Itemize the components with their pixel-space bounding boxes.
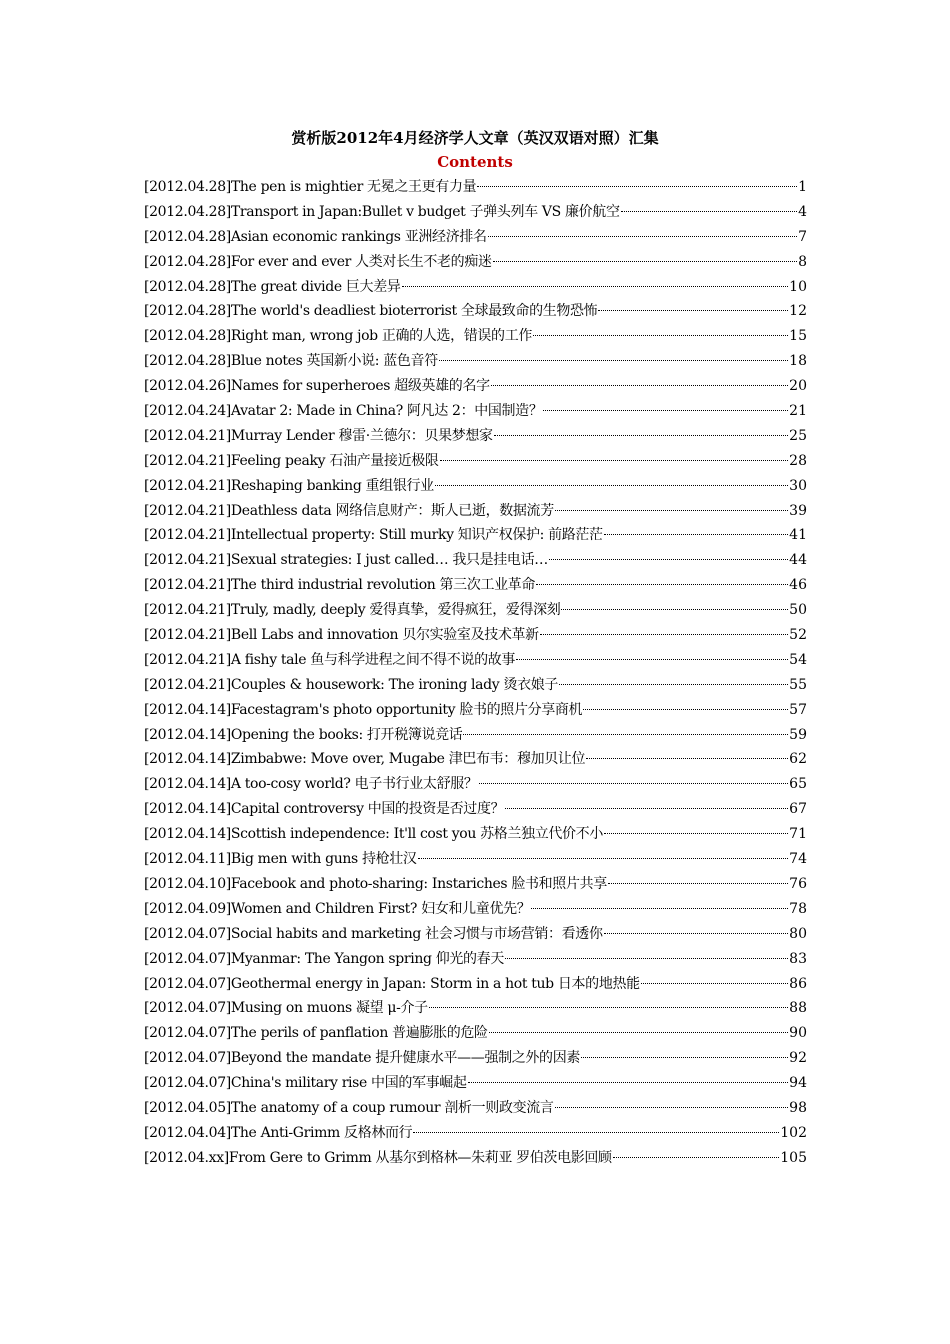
toc-page-number: 98 <box>789 1099 807 1116</box>
toc-entry-title: [2012.04.07]Beyond the mandate 提升健康水平——强制之外的因素 <box>144 1050 581 1067</box>
toc-entry-title: [2012.04.21]Reshaping banking 重组银行业 <box>144 477 434 494</box>
toc-entry[interactable] <box>144 325 807 350</box>
toc-entry[interactable] <box>144 674 807 699</box>
toc-page-number: 76 <box>789 875 807 892</box>
toc-entry-title: [2012.04.14]Facestagram's photo opportunity 脸书的照片分享商机 <box>144 701 583 718</box>
toc-entry-title: [2012.04.28]For ever and ever 人类对长生不老的痴迷 <box>144 253 492 270</box>
toc-page-number: 44 <box>789 552 807 569</box>
toc-dot-leader <box>488 236 797 237</box>
toc-entry[interactable] <box>144 549 807 574</box>
toc-entry-title: [2012.04.07]Geothermal energy in Japan: Storm in a hot tub 日本的地热能 <box>144 975 640 992</box>
toc-page-number: 28 <box>789 452 807 469</box>
toc-page-number: 74 <box>789 851 807 868</box>
toc-entry-title: [2012.04.04]The Anti-Grimm 反格林而行 <box>144 1124 413 1141</box>
toc-dot-leader <box>435 485 788 486</box>
toc-entry[interactable] <box>144 923 807 948</box>
toc-dot-leader <box>402 286 789 287</box>
toc-entry[interactable] <box>144 848 807 873</box>
toc-entry-title: [2012.04.14]Capital controversy 中国的投资是否过度？ <box>144 801 505 818</box>
toc-dot-leader <box>559 684 788 685</box>
toc-dot-leader <box>505 808 788 809</box>
toc-page-number: 20 <box>789 378 807 395</box>
toc-entry[interactable] <box>144 699 807 724</box>
toc-entry[interactable] <box>144 1047 807 1072</box>
toc-dot-leader <box>477 186 797 187</box>
toc-entry[interactable] <box>144 1122 807 1147</box>
toc-entry[interactable] <box>144 574 807 599</box>
toc-page-number: 7 <box>798 228 807 245</box>
toc-entry-title: [2012.04.14]Opening the books: 打开税簿说竞话 <box>144 726 463 743</box>
toc-dot-leader <box>505 958 788 959</box>
toc-page-number: 18 <box>789 353 807 370</box>
toc-page-number: 57 <box>789 701 807 718</box>
toc-entry[interactable] <box>144 450 807 475</box>
toc-dot-leader <box>439 360 788 361</box>
toc-dot-leader <box>555 510 788 511</box>
toc-entry-title: [2012.04.05]The anatomy of a coup rumour 剖析一则政变流言 <box>144 1099 554 1116</box>
toc-page-number: 92 <box>789 1050 807 1067</box>
toc-page-number: 12 <box>789 303 807 320</box>
toc-entry[interactable] <box>144 226 807 251</box>
toc-entry[interactable] <box>144 1072 807 1097</box>
toc-entry[interactable] <box>144 201 807 226</box>
toc-page-number: 41 <box>789 527 807 544</box>
toc-dot-leader <box>543 410 788 411</box>
toc-entry[interactable] <box>144 973 807 998</box>
toc-entry-title: [2012.04.07]China's military rise 中国的军事崛起 <box>144 1075 467 1092</box>
toc-page-number: 102 <box>780 1124 807 1141</box>
toc-page-number: 78 <box>789 900 807 917</box>
toc-entry-title: [2012.04.11]Big men with guns 持枪壮汉 <box>144 851 417 868</box>
toc-dot-leader <box>598 310 788 311</box>
toc-page-number: 39 <box>789 502 807 519</box>
toc-entry[interactable] <box>144 873 807 898</box>
toc-entry[interactable] <box>144 773 807 798</box>
toc-entry[interactable] <box>144 375 807 400</box>
toc-entry-title: [2012.04.28]The great divide 巨大差异 <box>144 278 401 295</box>
toc-page-number: 4 <box>798 203 807 220</box>
toc-entry[interactable] <box>144 724 807 749</box>
toc-entry[interactable] <box>144 1097 807 1122</box>
toc-page-number: 15 <box>789 328 807 345</box>
toc-page-number: 80 <box>789 925 807 942</box>
toc-page-number: 105 <box>780 1149 807 1166</box>
toc-entry-title: [2012.04.21]Deathless data 网络信息财产：斯人已逝，数据流芳 <box>144 502 554 519</box>
toc-entry-title: [2012.04.28]Blue notes 英国新小说: 蓝色音符 <box>144 353 438 370</box>
toc-dot-leader <box>604 534 788 535</box>
toc-dot-leader <box>440 460 789 461</box>
toc-entry-title: [2012.04.10]Facebook and photo-sharing: Instariches 脸书和照片共享 <box>144 875 607 892</box>
toc-entry-title: [2012.04.21]Truly, madly, deeply 爱得真挚，爱得疯狂，爱得深刻 <box>144 602 561 619</box>
toc-dot-leader <box>494 435 789 436</box>
toc-entry-title: [2012.04.28]Asian economic rankings 亚洲经济排名 <box>144 228 487 245</box>
toc-entry[interactable] <box>144 276 807 301</box>
toc-entry-title: [2012.04.09]Women and Children First? 妇女和儿童优先？ <box>144 900 531 917</box>
toc-page-number: 10 <box>789 278 807 295</box>
toc-entry[interactable] <box>144 251 807 276</box>
toc-entry[interactable] <box>144 500 807 525</box>
toc-entry-title: [2012.04.24]Avatar 2: Made in China? 阿凡达 2：中国制造？ <box>144 403 543 420</box>
toc-entry[interactable] <box>144 798 807 823</box>
toc-entry[interactable] <box>144 624 807 649</box>
toc-page-number: 30 <box>789 477 807 494</box>
toc-page-number: 21 <box>789 403 807 420</box>
toc-entry-title: [2012.04.07]Myanmar: The Yangon spring 仰光的春天 <box>144 950 504 967</box>
toc-entry[interactable] <box>144 1147 807 1172</box>
contents-heading: Contents <box>437 153 513 171</box>
toc-dot-leader <box>533 335 788 336</box>
toc-dot-leader <box>516 659 788 660</box>
toc-dot-leader <box>429 1007 788 1008</box>
toc-dot-leader <box>493 261 797 262</box>
toc-dot-leader <box>608 883 788 884</box>
toc-entry[interactable] <box>144 997 807 1022</box>
toc-dot-leader <box>604 933 789 934</box>
toc-entry-title: [2012.04.21]Sexual strategies: I just called… 我只是挂电话… <box>144 552 548 569</box>
toc-entry[interactable] <box>144 1022 807 1047</box>
toc-entry-title: [2012.04.14]A too-cosy world? 电子书行业太舒服？ <box>144 776 478 793</box>
toc-entry[interactable] <box>144 898 807 923</box>
toc-entry[interactable] <box>144 524 807 549</box>
toc-page-number: 67 <box>789 801 807 818</box>
table-of-contents <box>144 176 807 1172</box>
toc-page-number: 71 <box>789 826 807 843</box>
toc-page-number: 94 <box>789 1075 807 1092</box>
toc-dot-leader <box>536 584 788 585</box>
toc-entry-title: [2012.04.21]Feeling peaky 石油产量接近极限 <box>144 452 439 469</box>
toc-entry[interactable] <box>144 350 807 375</box>
toc-entry[interactable] <box>144 823 807 848</box>
toc-entry-title: [2012.04.14]Zimbabwe: Move over, Mugabe 津巴布韦：穆加贝让位 <box>144 751 586 768</box>
toc-page-number: 59 <box>789 726 807 743</box>
toc-entry[interactable] <box>144 475 807 500</box>
toc-entry-title: [2012.04.28]Right man, wrong job 正确的人选，错误的工作 <box>144 328 533 345</box>
toc-entry[interactable] <box>144 300 807 325</box>
toc-entry-title: [2012.04.21]Murray Lender 穆雷·兰德尔：贝果梦想家 <box>144 427 493 444</box>
toc-entry-title: [2012.04.21]Intellectual property: Still murky 知识产权保护: 前路茫茫 <box>144 527 603 544</box>
toc-entry-title: [2012.04.21]Bell Labs and innovation 贝尔实验室及技术革新 <box>144 627 539 644</box>
toc-dot-leader <box>468 1082 789 1083</box>
toc-dot-leader <box>531 908 788 909</box>
toc-dot-leader <box>581 1057 788 1058</box>
toc-page-number: 62 <box>789 751 807 768</box>
toc-page-number: 46 <box>789 577 807 594</box>
toc-entry-title: [2012.04.26]Names for superheroes 超级英雄的名字 <box>144 378 490 395</box>
toc-dot-leader <box>555 1107 789 1108</box>
toc-entry[interactable] <box>144 400 807 425</box>
toc-entry-title: [2012.04.21]A fishy tale 鱼与科学进程之间不得不说的故事 <box>144 651 516 668</box>
toc-entry[interactable] <box>144 649 807 674</box>
document-title: 赏析版2012年4月经济学人文章（英汉双语对照）汇集 <box>291 129 659 147</box>
toc-dot-leader <box>641 983 788 984</box>
toc-entry-title: [2012.04.28]The world's deadliest bioterrorist 全球最致命的生物恐怖 <box>144 303 598 320</box>
toc-entry-title: [2012.04.28]Transport in Japan:Bullet v budget 子弹头列车 VS 廉价航空 <box>144 203 620 220</box>
toc-dot-leader <box>586 758 788 759</box>
toc-page-number: 50 <box>789 602 807 619</box>
toc-dot-leader <box>418 858 789 859</box>
toc-dot-leader <box>621 211 797 212</box>
toc-page-number: 1 <box>798 179 807 195</box>
toc-entry-title: [2012.04.21]Couples & housework: The ironing lady 烫衣娘子 <box>144 676 559 693</box>
toc-entry-title: [2012.04.07]Social habits and marketing 社会习惯与市场营销：看透你 <box>144 925 603 942</box>
toc-entry[interactable] <box>144 425 807 450</box>
toc-dot-leader <box>540 634 788 635</box>
toc-dot-leader <box>583 709 788 710</box>
toc-entry-title: [2012.04.28]The pen is mightier 无冕之王更有力量 <box>144 179 477 195</box>
toc-dot-leader <box>613 1157 780 1158</box>
toc-page-number: 83 <box>789 950 807 967</box>
toc-dot-leader <box>549 559 788 560</box>
toc-page-number: 65 <box>789 776 807 793</box>
toc-page-number: 54 <box>789 651 807 668</box>
toc-entry-title: [2012.04.14]Scottish independence: It'll cost you 苏格兰独立代价不小 <box>144 826 603 843</box>
toc-dot-leader <box>604 833 788 834</box>
toc-entry-title: [2012.04.07]Musing on muons 凝望 μ-介子 <box>144 1000 428 1017</box>
toc-entry-title: [2012.04.07]The perils of panflation 普遍膨胀的危险 <box>144 1025 488 1042</box>
toc-dot-leader <box>491 385 788 386</box>
toc-page-number: 55 <box>789 676 807 693</box>
toc-entry[interactable] <box>144 748 807 773</box>
toc-dot-leader <box>413 1132 779 1133</box>
toc-entry-title: [2012.04.xx]From Gere to Grimm 从基尔到格林—朱莉亚 罗伯茨电影回顾 <box>144 1149 612 1166</box>
toc-entry[interactable] <box>144 599 807 624</box>
toc-dot-leader <box>489 1032 788 1033</box>
toc-entry[interactable] <box>144 176 807 201</box>
toc-page-number: 52 <box>789 627 807 644</box>
toc-entry[interactable] <box>144 948 807 973</box>
toc-page-number: 90 <box>789 1025 807 1042</box>
toc-page-number: 88 <box>789 1000 807 1017</box>
toc-page-number: 25 <box>789 427 807 444</box>
toc-dot-leader <box>463 734 788 735</box>
toc-page-number: 8 <box>798 253 807 270</box>
toc-dot-leader <box>479 783 789 784</box>
toc-entry-title: [2012.04.21]The third industrial revolution 第三次工业革命 <box>144 577 536 594</box>
toc-dot-leader <box>561 609 788 610</box>
toc-page-number: 86 <box>789 975 807 992</box>
